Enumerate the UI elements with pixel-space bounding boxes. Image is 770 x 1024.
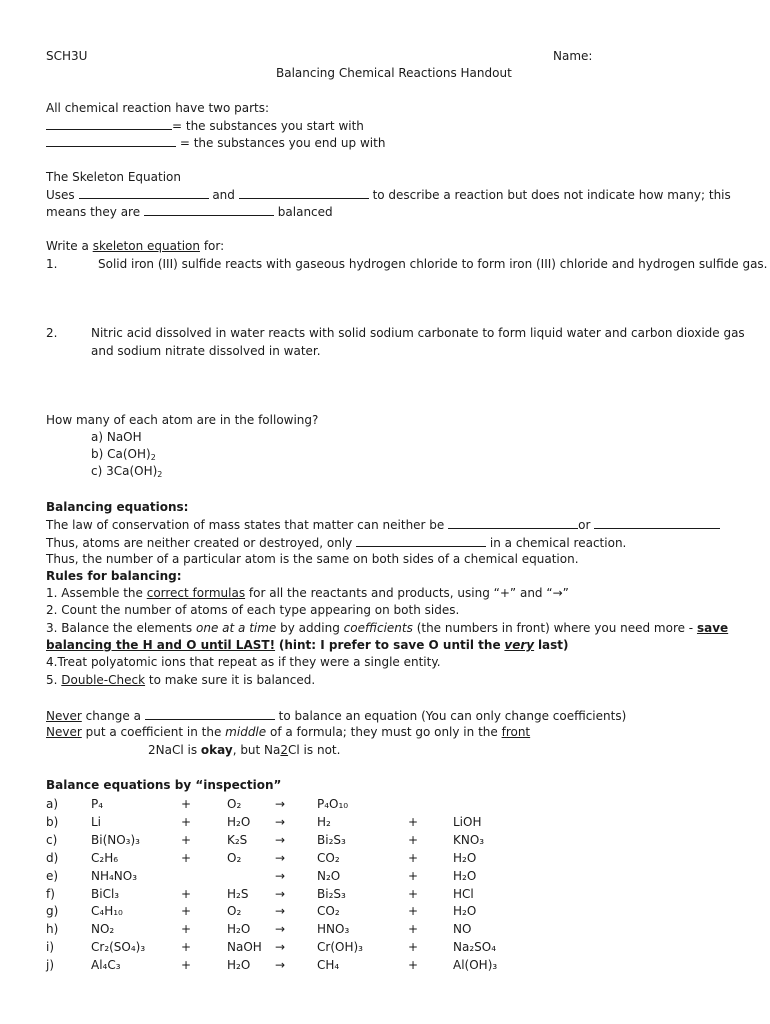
thus-line-2: Thus, the number of a particular atom is the same on both sides of a chemical equation. [46,552,579,566]
thus-line-1: Thus, atoms are neither created or destroyed, only in a chemical reaction. [46,536,627,550]
product-2: LiOH [453,815,482,829]
never-example: 2NaCl is okay, but Na2Cl is not. [148,743,341,757]
plus-sign: + [181,887,192,901]
atoms-question: How many of each atom are in the following? [46,413,319,427]
reactant-1: Al₄C₃ [91,958,121,972]
plus-sign: + [408,869,419,883]
yield-arrow: → [275,833,286,847]
product-2: H₂O [453,851,477,865]
skeleton-means-line: means they are balanced [46,205,333,219]
rule-1: 1. Assemble the correct formulas for all the reactants and products, using “+” and “→” [46,586,569,600]
skeleton-uses-line: Uses and to describe a reaction but does not indicate how many; this [46,188,731,202]
rule-3: 3. Balance the elements one at a time by adding coefficients (the numbers in front) where you need more - save [46,621,729,635]
product-1: HNO₃ [317,922,350,936]
yield-arrow: → [275,815,286,829]
product-2: NO [453,922,472,936]
blank-law-1[interactable] [448,517,578,529]
atoms-c: c) $3Ca(OH)_2$ [91,464,163,479]
product-2: HCl [453,887,474,901]
blank-means[interactable] [144,204,274,216]
equation-label: j) [46,958,55,972]
plus-sign: + [408,922,419,936]
law-line: The law of conservation of mass states that matter can neither be or [46,517,720,533]
reactant-1: BiCl₃ [91,887,120,901]
product-1: CO₂ [317,904,340,918]
reactant-2: O₂ [227,797,242,811]
reactant-2: H₂O [227,922,251,936]
write-item-1-num: 1. [46,257,58,271]
rules-heading: Rules for balancing: [46,569,182,583]
yield-arrow: → [275,922,286,936]
reactant-1: Li [91,815,102,829]
plus-sign: + [181,851,192,865]
product-2: H₂O [453,904,477,918]
yield-arrow: → [275,958,286,972]
plus-sign: + [181,797,192,811]
reactant-1: P₄ [91,797,104,811]
plus-sign: + [181,833,192,847]
inspection-heading: Balance equations by “inspection” [46,778,282,792]
reactant-2: H₂O [227,815,251,829]
never-line-2: Never put a coefficient in the middle of a formula; they must go only in the front [46,725,531,739]
rule-3-cont: balancing the H and O until LAST! (hint: I prefer to save O until the very last) [46,638,569,652]
reactant-2: NaOH [227,940,262,954]
never-line-1: Never change a to balance an equation (You can only change coefficients) [46,709,627,723]
parts-intro: All chemical reaction have two parts: [46,101,270,115]
yield-arrow: → [275,887,286,901]
page-title: Balancing Chemical Reactions Handout [276,66,512,80]
reactant-2: H₂O [227,958,251,972]
product-1: Bi₂S₃ [317,887,346,901]
product-1: Cr(OH)₃ [317,940,363,954]
product-2: Na₂SO₄ [453,940,497,954]
plus-sign: + [181,815,192,829]
reactant-1: Cr₂(SO₄)₃ [91,940,146,954]
course-code: SCH3U [46,49,88,63]
reactant-1: NH₄NO₃ [91,869,138,883]
reactant-1: C₄H₁₀ [91,904,123,918]
plus-sign: + [408,958,419,972]
skeleton-heading: The Skeleton Equation [46,170,181,184]
product-1: Bi₂S₃ [317,833,346,847]
blank-reactants[interactable] [46,118,172,130]
name-label: Name: [553,49,593,63]
yield-arrow: → [275,797,286,811]
rule-2: 2. Count the number of atoms of each type appearing on both sides. [46,603,460,617]
equation-label: d) [46,851,59,865]
reactant-2: O₂ [227,904,242,918]
blank-thus[interactable] [356,535,486,547]
blank-uses-1[interactable] [79,187,209,199]
yield-arrow: → [275,940,286,954]
plus-sign: + [181,940,192,954]
reactant-1: C₂H₆ [91,851,119,865]
plus-sign: + [408,833,419,847]
write-item-2-num: 2. [46,326,58,340]
write-item-2-text: Nitric acid dissolved in water reacts with solid sodium carbonate to form liquid water and carbon dioxide gas [91,326,745,340]
plus-sign: + [181,904,192,918]
product-2: KNO₃ [453,833,485,847]
product-1: H₂ [317,815,331,829]
equation-label: e) [46,869,59,883]
blank-never[interactable] [145,708,275,720]
product-2: H₂O [453,869,477,883]
plus-sign: + [181,922,192,936]
plus-sign: + [181,958,192,972]
product-1: P₄O₁₀ [317,797,349,811]
product-2: Al(OH)₃ [453,958,498,972]
plus-sign: + [408,815,419,829]
write-item-2-text-cont: and sodium nitrate dissolved in water. [91,344,321,358]
atoms-a: a) NaOH [91,430,142,444]
equation-label: h) [46,922,59,936]
yield-arrow: → [275,851,286,865]
atoms-b: b) $Ca(OH)_2$ [91,447,156,462]
product-1: CO₂ [317,851,340,865]
blank-law-2[interactable] [594,517,720,529]
equation-label: b) [46,815,59,829]
balancing-heading: Balancing equations: [46,500,189,514]
reactant-1: NO₂ [91,922,115,936]
parts-line-reactants: = the substances you start with [46,118,364,134]
equation-label: c) [46,833,58,847]
rule-4: 4.Treat polyatomic ions that repeat as if they were a single entity. [46,655,441,669]
rule-5: 5. Double-Check to make sure it is balanced. [46,673,316,687]
yield-arrow: → [275,904,286,918]
write-prompt: Write a skeleton equation for: [46,239,225,253]
plus-sign: + [408,851,419,865]
equation-label: a) [46,797,59,811]
product-1: N₂O [317,869,341,883]
product-1: CH₄ [317,958,340,972]
blank-uses-2[interactable] [239,187,369,199]
equation-label: f) [46,887,55,901]
blank-products[interactable] [46,135,176,147]
yield-arrow: → [275,869,286,883]
reactant-2: K₂S [227,833,248,847]
equation-label: i) [46,940,55,954]
plus-sign: + [408,904,419,918]
equation-label: g) [46,904,59,918]
reactant-2: H₂S [227,887,249,901]
reactant-2: O₂ [227,851,242,865]
parts-line-products: = the substances you end up with [46,135,385,151]
plus-sign: + [408,940,419,954]
reactant-1: Bi(NO₃)₃ [91,833,140,847]
plus-sign: + [408,887,419,901]
write-item-1-text: Solid iron (III) sulfide reacts with gaseous hydrogen chloride to form iron (III) chloride and hydrogen sulfide gas. [98,257,768,271]
